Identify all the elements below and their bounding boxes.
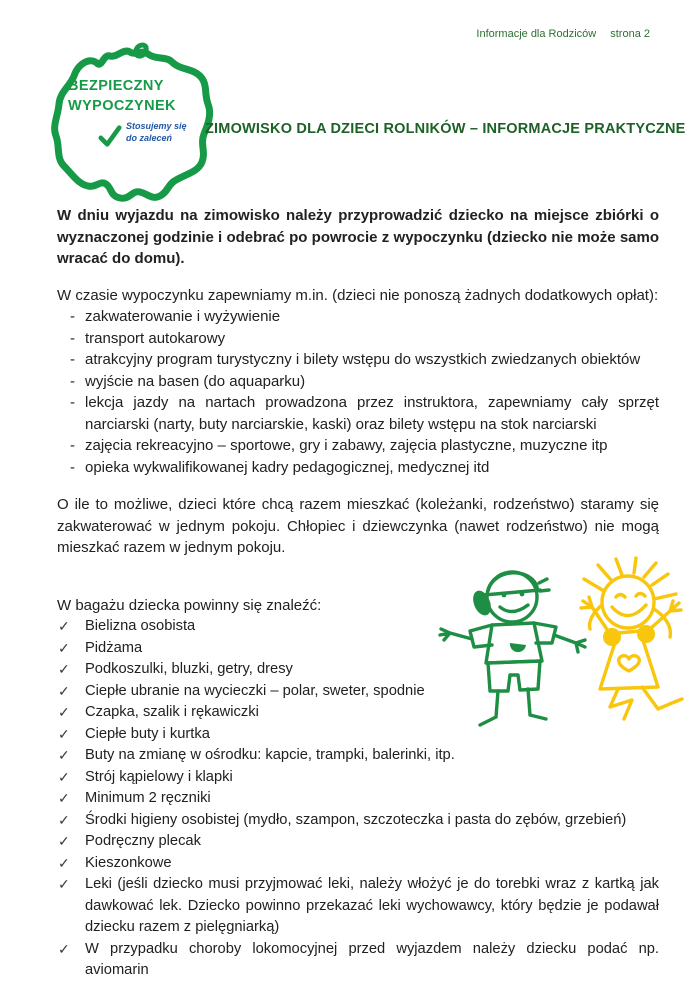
list-item <box>57 392 659 435</box>
check-bullet-icon: ✓ <box>58 725 70 742</box>
list-item-text: Minimum 2 ręczniki <box>85 790 211 806</box>
list-item-text: zajęcia rekreacyjno – sportowe, gry i zabawy, zajęcia plastyczne, muzyczne itp <box>85 437 608 454</box>
list-item <box>57 435 659 457</box>
check-bullet-icon: ✓ <box>58 704 70 720</box>
provisions-lead: W czasie wypoczynku zapewniamy m.in. (dzieci nie ponoszą żadnych dodatkowych opłat): <box>57 286 659 304</box>
page-number: strona 2 <box>610 28 650 40</box>
dash-bullet-icon: - <box>70 329 75 347</box>
list-item-text: Podkoszulki, bluzki, getry, dresy <box>85 661 293 677</box>
checkmark-icon <box>98 124 122 148</box>
running-header <box>476 28 650 40</box>
list-item <box>57 328 659 350</box>
page-title: ZIMOWISKO DLA DZIECI ROLNIKÓW – INFORMACJE PRAKTYCZNE <box>205 121 686 137</box>
dash-bullet-icon: - <box>70 394 75 411</box>
logo-name <box>68 76 176 116</box>
provisions-list <box>57 306 659 478</box>
list-item-text: Ciepłe ubranie na wycieczki – polar, sweter, spodnie <box>85 682 425 699</box>
list-item-text: Strój kąpielowy i klapki <box>85 768 233 785</box>
dash-bullet-icon: - <box>70 458 75 476</box>
logo-tagline-line1: Stosujemy się <box>126 121 187 131</box>
check-bullet-icon: ✓ <box>58 661 70 677</box>
dash-bullet-icon: - <box>70 351 75 368</box>
list-item-text: wyjście na basen (do aquaparku) <box>85 372 306 390</box>
list-item-text: transport autokarowy <box>85 329 226 347</box>
list-item-text: Pidżama <box>85 639 143 656</box>
check-bullet-icon: ✓ <box>58 639 70 656</box>
check-bullet-icon: ✓ <box>58 854 70 871</box>
running-header-label: Informacje dla Rodziców <box>476 28 597 40</box>
girl-drawing-icon <box>438 553 700 745</box>
check-bullet-icon: ✓ <box>58 811 70 828</box>
list-item-text: lekcja jazdy na nartach prowadzona przez instruktora, zapewniamy cały sprzęt narciarski (narty, buty narciarskie, kaski) oraz bilety wstępu na stok narciarski <box>85 394 659 433</box>
list-item <box>57 831 659 853</box>
list-item-text: W przypadku choroby lokomocyjnej przed wyjazdem należy dziecku podać np. aviomarin <box>85 940 659 978</box>
logo-tagline <box>98 120 187 148</box>
dash-bullet-icon: - <box>70 437 75 454</box>
list-item <box>57 853 659 875</box>
dash-bullet-icon: - <box>70 308 75 325</box>
list-item-text: Ciepłe buty i kurtka <box>85 725 210 742</box>
list-item <box>57 745 659 767</box>
check-bullet-icon: ✓ <box>58 768 70 785</box>
list-item-text: Leki (jeśli dziecko musi przyjmować leki, należy włożyć je do torebki wraz z kartką jak dawkować lek. Dziecko powinno przekazać leki wychowawcy, który będzie je podawał dziecku razem z pielęgniarką) <box>85 876 659 935</box>
check-bullet-icon: ✓ <box>58 618 70 634</box>
list-item <box>57 767 659 789</box>
list-item <box>57 874 659 939</box>
list-item-text: opieka wykwalifikowanej kadry pedagogicznej, medycznej itd <box>85 458 490 476</box>
list-item-text: Czapka, szalik i rękawiczki <box>85 704 259 720</box>
list-item-text: atrakcyjny program turystyczny i bilety wstępu do wszystkich zwiedzanych obiektów <box>85 351 641 368</box>
logo-bezpieczny-wypoczynek <box>40 36 222 208</box>
list-item-text: zakwaterowanie i wyżywienie <box>85 308 281 325</box>
check-bullet-icon: ✓ <box>58 682 70 699</box>
luggage-lead: W bagażu dziecka powinny się znaleźć: <box>57 596 322 614</box>
list-item-text: Kieszonkowe <box>85 854 172 871</box>
logo-name-line1: BEZPIECZNY <box>68 78 164 94</box>
logo-name-line2: WYPOCZYNEK <box>68 98 176 114</box>
list-item-text: Środki higieny osobistej (mydło, szampon, szczoteczka i pasta do zębów, grzebień) <box>85 811 627 828</box>
check-bullet-icon: ✓ <box>58 833 70 849</box>
check-bullet-icon: ✓ <box>58 790 70 806</box>
list-item-text: Podręczny plecak <box>85 833 201 849</box>
logo-tagline-text <box>126 120 187 144</box>
logo-tagline-line2: do zaleceń <box>126 133 173 143</box>
list-item-text: Buty na zmianę w ośrodku: kapcie, trampki, balerinki, itp. <box>85 747 455 763</box>
check-bullet-icon: ✓ <box>58 876 70 892</box>
kids-illustration <box>438 553 700 745</box>
list-item <box>57 810 659 832</box>
list-item <box>57 349 659 371</box>
list-item-text: Bielizna osobista <box>85 618 196 634</box>
list-item <box>57 939 659 982</box>
dash-bullet-icon: - <box>70 372 75 390</box>
check-bullet-icon: ✓ <box>58 747 70 763</box>
list-item <box>57 457 659 479</box>
rooming-paragraph: O ile to możliwe, dzieci które chcą razem mieszkać (koleżanki, rodzeństwo) staramy się zakwaterować w jednym pokoju. Chłopiec i dziewczynka (nawet rodzeństwo) nie mogą mieszkać razem w jednym pokoju. <box>57 496 659 556</box>
list-item <box>57 371 659 393</box>
list-item <box>57 306 659 328</box>
check-bullet-icon: ✓ <box>58 940 70 957</box>
intro-paragraph: W dniu wyjazdu na zimowisko należy przyprowadzić dziecko na miejsce zbiórki o wyznaczonej godzinie i odebrać po powrocie z wypoczynku (dziecko nie może samo wracać do domu). <box>57 207 659 267</box>
list-item <box>57 788 659 810</box>
